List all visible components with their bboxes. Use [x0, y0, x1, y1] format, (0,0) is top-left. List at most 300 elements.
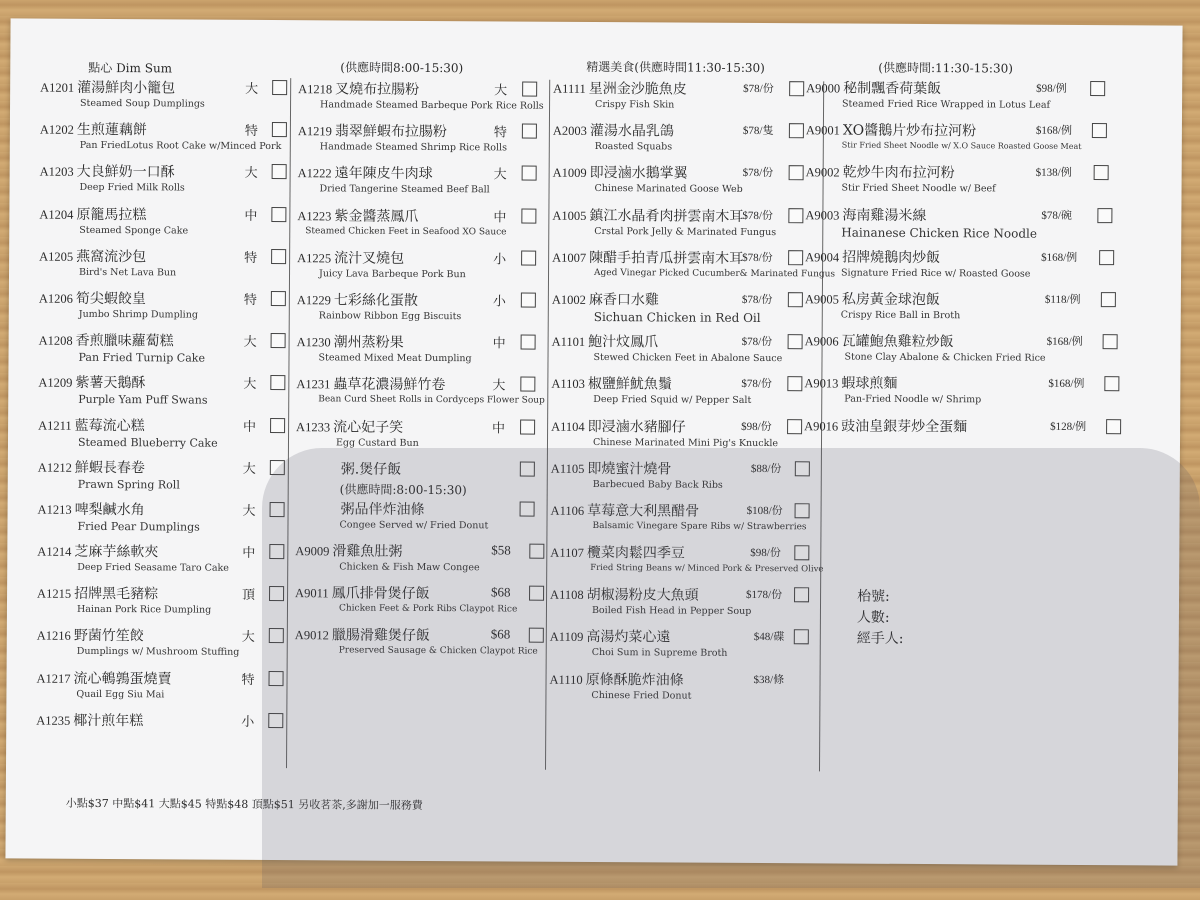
item-code: A1203 [39, 164, 74, 180]
item-name: 海南雞湯米線 [842, 207, 927, 224]
item-price: $168/例 [1048, 378, 1085, 391]
menu-item [297, 289, 547, 333]
item-price: $68 [490, 626, 511, 642]
item-checkbox[interactable] [520, 501, 535, 516]
item-price: $68 [491, 584, 511, 600]
item-name: 椰汁煎年糕 [73, 712, 144, 730]
menu-item [295, 582, 545, 626]
item-english: Chinese Fried Donut [591, 689, 692, 702]
item-name: XO醬鵝片炒布拉河粉 [842, 122, 977, 140]
item-code: A1206 [38, 291, 73, 306]
item-price: $108/份 [746, 504, 783, 518]
item-checkbox[interactable] [787, 376, 802, 391]
menu-item [296, 373, 546, 417]
item-english: Steamed Blueberry Cake [77, 435, 218, 450]
menu-item [552, 204, 820, 248]
item-checkbox[interactable] [1094, 165, 1109, 180]
item-english: Sichuan Chicken in Red Oil [593, 309, 761, 325]
item-size: 特 [244, 124, 258, 140]
menu-item [550, 542, 824, 586]
item-code: A1235 [36, 713, 71, 728]
item-price: $168/例 [1035, 124, 1073, 138]
menu-item [36, 709, 286, 753]
menu-item [551, 373, 819, 417]
item-price: $78/份 [742, 167, 774, 180]
item-code: A9016 [804, 418, 839, 433]
menu-item [550, 584, 818, 628]
item-name: 叉燒布拉腸粉 [335, 81, 420, 98]
menu-item [298, 78, 548, 122]
item-name: 即浸滷水豬腳仔 [587, 418, 686, 436]
item-name: 招牌燒鵝肉炒飯 [842, 249, 941, 266]
item-name: 欖菜肉鬆四季豆 [586, 545, 685, 562]
item-checkbox[interactable] [1090, 81, 1105, 96]
item-price: $58 [491, 542, 511, 558]
congee-title: 粥.煲仔飯 [340, 461, 402, 478]
item-checkbox[interactable] [520, 461, 535, 476]
item-name: 流心妃子笑 [333, 418, 404, 436]
item-checkbox[interactable] [529, 586, 544, 601]
item-code: A1208 [38, 333, 73, 348]
item-price: $78/份 [741, 336, 773, 349]
item-english: Chinese Marinated Mini Pig's Knuckle [592, 436, 779, 449]
item-name: 麻香口水雞 [588, 291, 659, 309]
item-code: A1104 [551, 419, 585, 434]
item-name: 臘腸滑雞煲仔飯 [331, 627, 430, 645]
item-checkbox[interactable] [1101, 292, 1116, 307]
menu-item [37, 583, 287, 627]
menu-item [553, 120, 821, 164]
item-english: Dried Tangerine Steamed Beef Ball [319, 183, 490, 196]
menu-item [37, 625, 287, 669]
item-name: 私房黃金球泡飯 [841, 291, 940, 309]
item-name: 紫薯天鵝酥 [75, 375, 146, 392]
item-checkbox[interactable] [795, 461, 810, 476]
item-size: 中 [242, 545, 256, 561]
item-checkbox[interactable] [520, 377, 535, 392]
congee-title-row [296, 458, 546, 482]
item-name: 秘制飄香荷葉飯 [843, 80, 942, 98]
item-code: A1233 [296, 419, 331, 434]
item-code: A1107 [550, 545, 584, 561]
item-checkbox[interactable] [788, 250, 803, 265]
item-code: A1103 [551, 377, 585, 392]
item-name: 瓦罐鮑魚雞粒炒飯 [841, 333, 954, 351]
item-size: 中 [243, 419, 257, 435]
item-name: 紫金醬蒸鳳爪 [334, 207, 419, 225]
item-size: 大 [494, 83, 508, 99]
special-hours: (供應時間:11:30-15:30) [878, 60, 1013, 76]
menu-item [297, 163, 547, 207]
item-name: 鳳爪排骨煲仔飯 [331, 585, 430, 603]
item-checkbox[interactable] [522, 166, 537, 181]
item-checkbox[interactable] [270, 375, 285, 390]
item-english: Aged Vinegar Picked Cucumber& Marinated Fungus [594, 267, 836, 280]
menu-item [550, 626, 818, 670]
menu-item [297, 205, 547, 249]
item-name: 即燒蜜汁燒骨 [587, 460, 672, 478]
item-name: 草莓意大利黑醋骨 [587, 502, 700, 520]
item-english: Rainbow Ribbon Egg Biscuits [318, 310, 462, 323]
item-size: 大 [243, 377, 257, 393]
item-price: $118/例 [1044, 293, 1081, 306]
item-english: Prawn Spring Roll [77, 477, 180, 492]
menu-item [806, 119, 1136, 163]
item-english: Jumbo Shrimp Dumpling [78, 308, 198, 321]
menu-item [297, 247, 547, 291]
item-english: Deep Fried Squid w/ Pepper Salt [593, 394, 752, 407]
item-code: A1230 [296, 335, 331, 350]
item-checkbox[interactable] [1106, 419, 1121, 434]
item-size: 大 [493, 167, 507, 183]
item-name: 芝麻芋絲軟夾 [74, 543, 159, 561]
item-english: Steamed Fried Rice Wrapped in Lotus Leaf [842, 98, 1051, 111]
item-checkbox[interactable] [269, 628, 284, 643]
item-size: 中 [493, 209, 507, 226]
item-size: 大 [241, 630, 255, 646]
item-name: 滑雞魚肚粥 [332, 543, 403, 560]
item-name: 鮮蝦長春卷 [74, 459, 145, 476]
item-code: A9000 [806, 81, 841, 96]
item-checkbox[interactable] [529, 543, 544, 558]
menu-item [38, 414, 288, 458]
item-checkbox[interactable] [1104, 376, 1119, 391]
item-code: A1110 [549, 672, 583, 687]
special-header: 精選美食(供應時間11:30-15:30) [586, 59, 765, 76]
item-code: A1009 [552, 166, 587, 181]
item-english: Pan FriedLotus Root Cake w/Minced Pork [79, 140, 282, 153]
item-checkbox[interactable] [794, 630, 809, 645]
menu-item [40, 119, 290, 163]
item-size: 大 [244, 166, 258, 182]
item-checkbox[interactable] [269, 544, 284, 559]
item-code: A9011 [295, 586, 329, 601]
item-code: A1222 [297, 166, 332, 181]
item-code: A1002 [551, 292, 586, 307]
item-checkbox[interactable] [521, 208, 536, 223]
item-code: A1105 [550, 461, 585, 476]
item-name: 鎮江水晶肴肉拼雲南木耳 [589, 207, 744, 225]
dimsum-column-2 [295, 78, 549, 668]
specialty-column-2 [804, 77, 1136, 459]
item-checkbox[interactable] [268, 713, 283, 728]
item-english: Crispy Fish Skin [595, 99, 675, 111]
item-name: 蝦球煎麵 [841, 375, 898, 393]
item-name: 潮州蒸粉果 [333, 334, 404, 351]
item-checkbox[interactable] [521, 292, 536, 307]
menu-item [551, 415, 819, 459]
item-english: Deep Fried Seasame Taro Cake [77, 561, 229, 574]
menu-item [551, 331, 819, 375]
item-checkbox[interactable] [789, 166, 804, 181]
item-checkbox[interactable] [795, 503, 810, 518]
item-checkbox[interactable] [271, 249, 286, 264]
item-price: $168/例 [1041, 251, 1078, 264]
item-english: Fried Pear Dumplings [77, 519, 200, 534]
menu-item [551, 457, 819, 501]
item-english: Steamed Sponge Cake [79, 224, 189, 237]
item-checkbox[interactable] [271, 207, 286, 222]
item-name: 蟲草花濃湯鮮竹卷 [333, 376, 446, 394]
table-number-label: 枱號: [857, 588, 890, 605]
item-name: 椒鹽鮮魷魚鬚 [587, 376, 672, 393]
item-checkbox[interactable] [522, 124, 537, 139]
menu-item [298, 120, 548, 164]
item-name: 生煎蓮藕餅 [76, 122, 147, 139]
price-footer: 小點$37 中點$41 大點$45 特點$48 頂點$51 另收茗茶,多謝加一服務費 [65, 796, 423, 812]
item-name: 灌湯水晶乳鴿 [589, 123, 674, 140]
menu-item [38, 330, 288, 374]
menu-item [39, 203, 289, 247]
item-name: 胡椒湯粉皮大魚頭 [586, 587, 699, 604]
item-english: Chinese Marinated Goose Web [594, 183, 743, 196]
item-name: 香煎臘味蘿蔔糕 [75, 332, 174, 350]
item-name: 野菌竹笙餃 [73, 628, 144, 645]
item-code: A1225 [297, 250, 332, 266]
menu-item [804, 373, 1134, 417]
item-code: A1217 [36, 671, 71, 686]
item-code: A1111 [553, 81, 586, 96]
menu-item [553, 78, 821, 122]
item-english: Stir Fried Sheet Noodle w/ Beef [841, 182, 996, 195]
item-size: 特 [493, 125, 507, 141]
item-checkbox[interactable] [272, 164, 287, 179]
item-code: A9009 [295, 544, 330, 559]
item-code: A1229 [296, 293, 331, 308]
item-price: $98/份 [741, 420, 772, 433]
item-checkbox[interactable] [271, 291, 286, 306]
item-checkbox[interactable] [1097, 208, 1112, 223]
item-english: Pan-Fried Noodle w/ Shrimp [844, 393, 982, 406]
item-name: 筍尖蝦餃皇 [75, 290, 146, 308]
item-checkbox[interactable] [529, 628, 544, 643]
item-english: Dumplings w/ Mushroom Stuffing [76, 646, 240, 659]
item-price: $78/份 [743, 82, 774, 96]
item-code: A2003 [552, 123, 587, 139]
item-checkbox[interactable] [1103, 334, 1118, 349]
item-price: $78/份 [741, 378, 772, 391]
item-size: 特 [243, 292, 257, 308]
item-code: A1204 [39, 207, 74, 222]
item-code: A9012 [294, 628, 329, 643]
item-checkbox[interactable] [270, 418, 285, 433]
item-code: A1108 [550, 587, 584, 603]
dimsum-column-1 [36, 77, 290, 754]
menu-item [295, 540, 545, 584]
item-name: 藍莓流心糕 [74, 417, 145, 434]
menu-item [37, 541, 287, 585]
menu-item [805, 204, 1135, 248]
item-code: A1209 [38, 375, 73, 391]
item-name: 原籠馬拉糕 [76, 206, 147, 223]
menu-item [296, 331, 546, 375]
item-english: Preserved Sausage & Chicken Claypot Rice [338, 645, 538, 657]
item-english: Chicken Feet & Pork Ribs Claypot Rice [338, 603, 518, 615]
item-english: Balsamic Vinegare Spare Ribs w/ Strawberries [592, 520, 807, 533]
item-code: A9003 [805, 207, 840, 223]
item-size: 小 [493, 252, 507, 268]
item-size: 小 [492, 294, 506, 310]
menu-item [39, 161, 289, 205]
item-name: 高湯灼菜心遠 [586, 629, 671, 646]
item-english: Hainanese Chicken Rice Noodle [841, 225, 1038, 241]
item-english: Juicy Lava Barbeque Pork Bun [318, 268, 466, 280]
item-checkbox[interactable] [789, 81, 804, 96]
item-english: Signature Fried Rice w/ Roasted Goose [841, 267, 1031, 280]
item-checkbox[interactable] [794, 545, 809, 560]
item-english: Stone Clay Abalone & Chicken Fried Rice [844, 351, 1046, 364]
congee-hours: (供應時間:8:00-15:30) [339, 482, 467, 497]
item-name: 豉油皇銀芽炒全蛋麵 [841, 418, 968, 435]
item-code: A9013 [804, 376, 839, 391]
menu-item [296, 416, 546, 460]
item-price: $78/份 [741, 293, 773, 307]
item-checkbox[interactable] [520, 419, 535, 434]
menu-item [550, 500, 818, 544]
menu-item [806, 77, 1136, 121]
item-price: $78/份 [742, 251, 773, 264]
item-size: 中 [244, 208, 258, 224]
item-code: A1201 [40, 80, 75, 95]
item-checkbox[interactable] [521, 250, 536, 265]
item-checkbox[interactable] [269, 671, 284, 686]
item-checkbox[interactable] [788, 292, 803, 307]
item-name: 翡翠鮮蝦布拉腸粉 [334, 123, 447, 141]
item-checkbox[interactable] [789, 123, 804, 138]
item-size: 小 [241, 714, 255, 730]
item-checkbox[interactable] [270, 460, 285, 475]
item-price: $48/碟 [753, 631, 785, 644]
item-checkbox[interactable] [522, 82, 537, 97]
menu-item [37, 498, 287, 542]
item-name: 粥品伴炸油條 [340, 501, 425, 518]
item-checkbox[interactable] [1099, 250, 1114, 265]
item-size: 大 [242, 461, 256, 477]
item-english: Stewed Chicken Feet in Abalone Sauce [593, 352, 783, 365]
item-name: 流心鵪鶉蛋燒賣 [73, 670, 172, 688]
item-size: 大 [242, 503, 256, 519]
item-code: A1223 [297, 208, 332, 223]
item-english: Fried String Beans w/ Minced Pork & Preserved Olive [590, 563, 824, 575]
item-checkbox[interactable] [788, 334, 803, 349]
item-name: 鮑汁炆鳳爪 [588, 334, 659, 351]
item-english: Crispy Rice Ball in Broth [840, 309, 961, 322]
item-name: 即浸滷水鵝掌翼 [589, 165, 688, 182]
item-name: 灌湯鮮肉小籠包 [77, 79, 176, 97]
item-english: Stir Fried Sheet Noodle w/ X.O Sauce Roasted Goose Meat [841, 140, 1082, 152]
menu-item [38, 456, 288, 500]
item-size: 中 [492, 336, 506, 352]
item-code: A1213 [37, 502, 72, 517]
item-checkbox[interactable] [271, 333, 286, 348]
item-price: $98/例 [1036, 82, 1067, 95]
item-checkbox[interactable] [521, 335, 536, 350]
item-checkbox[interactable] [787, 419, 802, 434]
item-code: A1106 [550, 503, 585, 518]
item-code: A1215 [37, 586, 72, 602]
item-size: 頂 [242, 588, 256, 604]
item-price: $178/份 [746, 589, 783, 602]
item-checkbox[interactable] [272, 122, 287, 137]
item-name: 乾炒牛肉布拉河粉 [842, 164, 955, 182]
item-name: 大良鮮奶一口酥 [76, 164, 175, 181]
item-english: Chicken & Fish Maw Congee [339, 561, 480, 574]
item-checkbox[interactable] [794, 587, 809, 602]
menu-item [552, 289, 820, 333]
item-english: Steamed Soup Dumplings [80, 97, 205, 110]
item-name: 原條酥脆炸油條 [585, 671, 684, 689]
item-name: 招牌黑毛豬粽 [74, 586, 159, 603]
item-price: $128/例 [1050, 420, 1087, 433]
item-english: Boiled Fish Head in Pepper Soup [591, 605, 752, 618]
item-price: $38/條 [753, 673, 785, 686]
item-english: Steamed Chicken Feet in Seafood XO Sauce [305, 225, 507, 238]
item-name: 啤梨鹹水角 [74, 501, 145, 519]
item-checkbox[interactable] [788, 208, 803, 223]
item-english: Congee Served w/ Fried Donut [339, 519, 489, 532]
item-code: A1214 [37, 544, 72, 559]
item-code: A9004 [805, 250, 840, 265]
item-english: Crstal Pork Jelly & Marinated Fungus [594, 225, 777, 238]
item-checkbox[interactable] [269, 586, 284, 601]
item-name: 燕窩流沙包 [76, 248, 147, 266]
item-price: $78/份 [742, 209, 773, 222]
item-english: Handmade Steamed Shrimp Rice Rolls [319, 141, 508, 154]
menu-item [36, 667, 286, 711]
item-code: A1202 [39, 122, 74, 138]
item-price: $88/份 [750, 462, 782, 475]
menu-item [39, 288, 289, 332]
item-code: A1101 [551, 334, 586, 350]
item-code: A9006 [804, 334, 839, 349]
item-english: Hainan Pork Rice Dumpling [76, 604, 212, 616]
item-english: Egg Custard Bun [335, 436, 419, 449]
item-price: $78/碗 [1041, 209, 1072, 222]
item-code: A9005 [804, 292, 839, 307]
item-code: A9002 [805, 165, 840, 180]
item-name: 遠年陳皮牛肉球 [334, 165, 433, 183]
menu-item [804, 330, 1134, 374]
item-size: 特 [241, 672, 255, 688]
item-price: $168/例 [1046, 335, 1083, 349]
item-checkbox[interactable] [1092, 123, 1107, 138]
item-code: A1007 [552, 250, 587, 265]
item-english: Barbecued Baby Back Ribs [592, 478, 723, 491]
item-price: $138/例 [1035, 167, 1072, 180]
menu-item [805, 246, 1135, 290]
item-name: 陳醋手拍青瓜拼雲南木耳 [589, 249, 744, 267]
item-price: $98/份 [750, 547, 781, 560]
item-name: 星洲金沙脆魚皮 [588, 80, 687, 98]
item-checkbox[interactable] [272, 80, 287, 95]
guests-label: 人數: [856, 609, 890, 626]
handler-label: 經手人: [856, 630, 904, 647]
item-size: 中 [492, 420, 506, 436]
menu-item [39, 245, 289, 289]
item-code: A1218 [298, 82, 333, 97]
menu-item [295, 498, 545, 542]
menu-item [295, 624, 545, 668]
item-checkbox[interactable] [270, 502, 285, 517]
item-price: $78/隻 [742, 125, 774, 138]
menu-item [549, 668, 817, 712]
item-size: 大 [243, 334, 257, 351]
menu-item [805, 288, 1135, 332]
item-english: Bird's Net Lava Bun [78, 266, 177, 279]
item-english: Pan Fried Turnip Cake [78, 350, 206, 365]
item-size: 大 [492, 378, 506, 394]
item-english: Handmade Steamed Barbeque Pork Rice Rolls [320, 99, 544, 112]
